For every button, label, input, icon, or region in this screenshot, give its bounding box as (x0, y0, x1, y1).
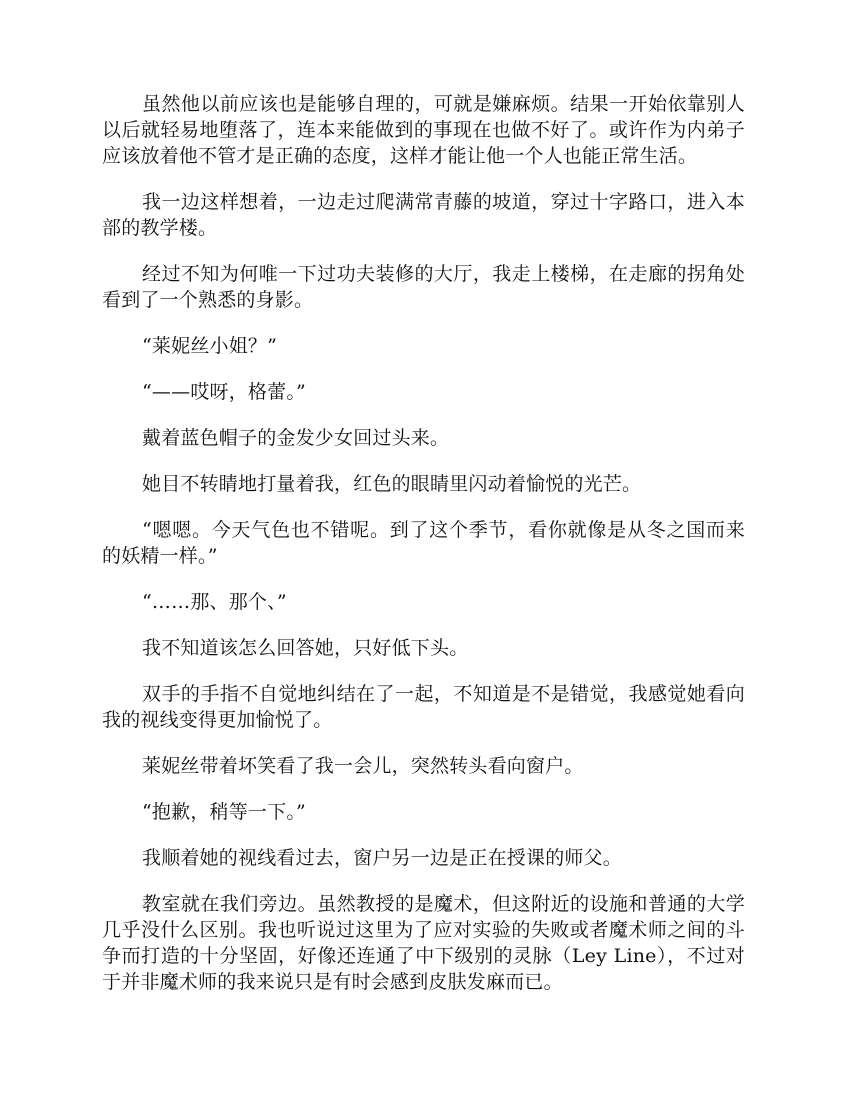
paragraph: “——哎呀，格蕾。” (142, 381, 306, 403)
paragraph: 虽然他以前应该也是能够自理的，可就是嫌麻烦。结果一开始依靠别人以后就轻易地堕落了，连本来能做到的事现在也做不好了。或许作为内弟子应该放着他不管才是正确的态度，这样才能让他一个人也能正常生活。 (102, 93, 745, 167)
paragraph: 莱妮丝带着坏笑看了我一会儿，突然转头看向窗户。 (142, 755, 584, 777)
paragraph: “嗯嗯。今天气色也不错呢。到了这个季节，看你就像是从冬之国而来的妖精一样。” (102, 519, 745, 567)
paragraph: 我不知道该怎么回答她，只好低下头。 (142, 637, 469, 659)
paragraph: 她目不转睛地打量着我，红色的眼睛里闪动着愉悦的光芒。 (142, 473, 642, 495)
paragraph: “莱妮丝小姐？” (142, 335, 278, 357)
paragraph: 教室就在我们旁边。虽然教授的是魔术，但这附近的设施和普通的大学几乎没什么区别。我也听说过这里为了应对实验的失败或者魔术师之间的斗争而打造的十分坚固，好像还连通了中下级别的灵脉（Ley Line），不过对于并非魔术师的我来说只是有时会感到皮肤发麻而已。 (102, 893, 745, 993)
paragraph: 我顺着她的视线看过去，窗户另一边是正在授课的师父。 (142, 847, 623, 869)
paragraph: “……那、那个、” (142, 591, 287, 613)
paragraph: 经过不知为何唯一下过功夫装修的大厅，我走上楼梯，在走廊的拐角处看到了一个熟悉的身影。 (102, 263, 745, 311)
paragraph: 我一边这样想着，一边走过爬满常青藤的坡道，穿过十字路口，进入本部的教学楼。 (102, 191, 745, 239)
paragraph: 戴着蓝色帽子的金发少女回过头来。 (142, 427, 450, 449)
paragraph: “抱歉，稍等一下。” (142, 801, 306, 823)
paragraph: 双手的手指不自觉地纠结在了一起，不知道是不是错觉，我感觉她看向我的视线变得更加愉悦了。 (102, 683, 745, 731)
